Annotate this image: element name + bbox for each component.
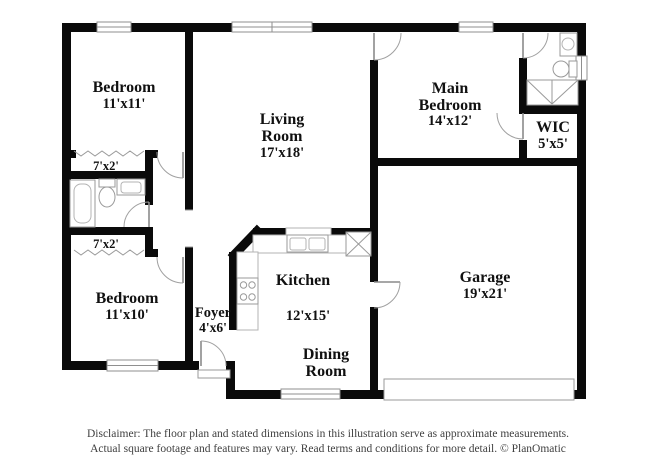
label-wic-name: WIC bbox=[536, 119, 570, 136]
window-bathroom-right bbox=[576, 56, 587, 80]
wall-bath2-south bbox=[519, 105, 586, 114]
label-foyer-name: Foyer bbox=[194, 305, 232, 321]
kitchen-passthrough bbox=[286, 228, 331, 235]
toilet-tank-left bbox=[99, 179, 115, 187]
wall-bottom-dining-a bbox=[226, 390, 281, 399]
door-wic bbox=[497, 113, 523, 139]
wall-bottom-dining-b bbox=[340, 390, 388, 399]
label-bedroom-top-name: Bedroom bbox=[92, 79, 156, 96]
label-closet-top-dims: 7'x2' bbox=[93, 159, 119, 173]
wall-bath2-west bbox=[519, 58, 527, 105]
garage-door bbox=[384, 379, 574, 400]
door-main-bedroom bbox=[374, 33, 401, 60]
front-door-threshold bbox=[198, 370, 230, 378]
disclaimer bbox=[87, 428, 569, 455]
label-dining-line2: Room bbox=[305, 363, 347, 380]
label-mainbed-line2: Bedroom bbox=[418, 97, 482, 114]
label-bedroom-bottom-name: Bedroom bbox=[95, 290, 159, 307]
label-living-line1: Living bbox=[259, 111, 305, 128]
window-living-room bbox=[232, 22, 312, 32]
vanity-left-sink bbox=[121, 182, 141, 193]
wall-top bbox=[62, 23, 586, 32]
door-bedroom-top bbox=[157, 152, 183, 178]
vanity-right-sink bbox=[562, 38, 574, 50]
shower bbox=[527, 80, 578, 105]
wall-bed2-north bbox=[145, 249, 158, 257]
wall-bottom-left-a bbox=[62, 361, 108, 370]
wall-mainbed-south bbox=[370, 158, 586, 166]
window-dining-room bbox=[281, 389, 340, 399]
door-garage-interior bbox=[374, 282, 400, 308]
toilet-bowl-right bbox=[553, 61, 569, 77]
label-garage-dims: 19'x21' bbox=[462, 286, 508, 302]
toilet-bowl-left bbox=[99, 187, 115, 207]
label-bedroom-bottom-dims: 11'x10' bbox=[105, 307, 149, 323]
label-foyer-dims: 4'x6' bbox=[199, 320, 227, 335]
label-kitchen-dims: 12'x15' bbox=[285, 308, 331, 324]
label-mainbed-dims: 14'x12' bbox=[427, 113, 473, 129]
label-wic-dims: 5'x5' bbox=[538, 136, 568, 152]
refrigerator bbox=[346, 232, 371, 256]
label-living-line2: Room bbox=[261, 128, 303, 145]
wall-hall-upper bbox=[185, 23, 193, 210]
kitchen-sink-basin-left bbox=[290, 238, 306, 250]
wall-wic-west bbox=[519, 140, 527, 166]
window-bedroom-top bbox=[97, 22, 131, 32]
label-garage-name: Garage bbox=[459, 269, 511, 286]
bathroom-left-fixtures bbox=[70, 179, 145, 227]
wall-hall-lower bbox=[185, 247, 193, 370]
window-main-bedroom bbox=[459, 22, 493, 32]
label-mainbed-line1: Main bbox=[431, 80, 469, 97]
wall-garage-west-lower bbox=[370, 307, 378, 399]
label-closet-bottom-dims: 7'x2' bbox=[93, 237, 119, 251]
windows bbox=[97, 22, 587, 399]
label-bedroom-top-dims: 11'x11' bbox=[102, 96, 146, 112]
label-living-dims: 17'x18' bbox=[259, 145, 305, 161]
wall-bath1-south bbox=[62, 227, 153, 235]
door-bathroom-left bbox=[124, 202, 149, 227]
stove bbox=[237, 278, 258, 304]
label-dining-line1: Dining bbox=[302, 346, 350, 363]
toilet-tank-right bbox=[569, 61, 577, 77]
door-front-entry bbox=[201, 341, 226, 366]
disclaimer-line2: Actual square footage and features may vary. Read terms and conditions for more detail. © PlanOmatic bbox=[90, 443, 566, 455]
bathtub-basin bbox=[74, 184, 91, 223]
kitchen-sink-basin-right bbox=[309, 238, 325, 250]
closet-rod-top bbox=[74, 151, 144, 156]
wall-bath1-east bbox=[145, 179, 153, 205]
door-bedroom-bottom bbox=[157, 257, 183, 283]
disclaimer-line1: Disclaimer: The floor plan and stated dimensions in this illustration serve as approximate measurements. bbox=[86, 428, 570, 440]
window-bedroom-bottom bbox=[107, 360, 158, 371]
label-kitchen-name: Kitchen bbox=[275, 272, 331, 289]
bathroom-right-fixtures bbox=[527, 33, 578, 105]
door-bathroom-right bbox=[523, 33, 548, 58]
